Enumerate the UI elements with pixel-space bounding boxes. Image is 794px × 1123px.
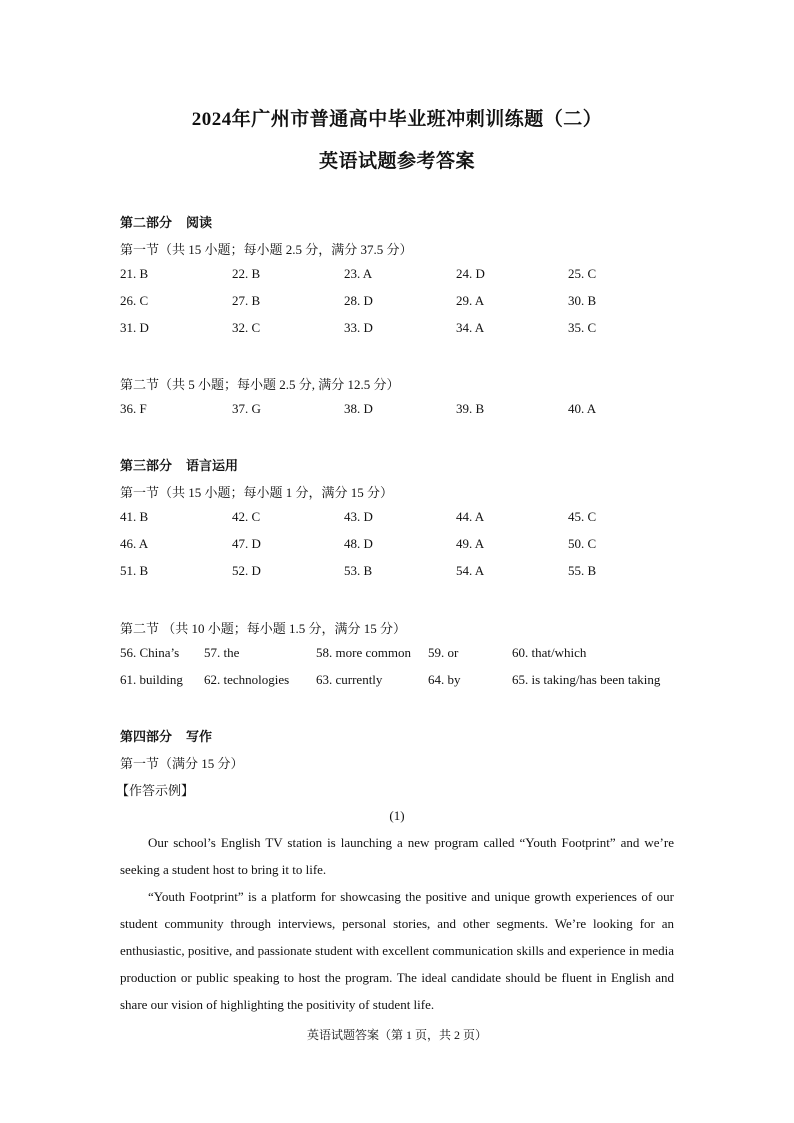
answer-cell: 60. that/which [512,645,587,660]
page-footer: 英语试题答案（第 1 页，共 2 页） [306,1028,487,1042]
answer-cell: 40. A [568,401,597,416]
answer-cell: 32. C [232,320,261,335]
essay-number: (1) [389,808,405,823]
answer-cell: 51. B [120,563,149,578]
answer-cell: 36. F [120,401,147,416]
answer-cell: 29. A [456,293,485,308]
part3-name: 语言运用 [186,458,239,473]
answer-cell: 49. A [456,536,485,551]
part4-heading [120,726,212,745]
answer-cell: 55. B [568,563,597,578]
answer-cell: 30. B [568,293,597,308]
answer-cell: 48. D [344,536,373,551]
part3-sec2-heading: 第二节 （共 10 小题；每小题 1.5 分，满分 15 分） [120,621,407,636]
part4-name: 写作 [186,729,213,744]
essay-paragraph: “Youth Footprint” is a platform for showcasing the positive and unique growth experiences of our student community through interviews, personal stories, and other segments. We’re looking for an enthusiastic, positive, and passionate student with excellent communication skills and experience in media production or public speaking to host the program. The ideal candidate should be fluent in English and share our vision of highlighting the positivity of student life. [120,889,674,1012]
answer-cell: 46. A [120,536,149,551]
page-subtitle: 英语试题参考答案 [318,151,475,172]
page-title: 2024年广州市普通高中毕业班冲刺训练题（二） [191,109,603,130]
answer-cell: 43. D [344,509,373,524]
answer-cell: 65. is taking/has been taking [512,672,661,687]
answer-cell: 25. C [568,266,597,281]
answer-cell: 22. B [232,266,261,281]
answer-cell: 45. C [568,509,597,524]
answer-cell: 53. B [344,563,373,578]
answer-cell: 34. A [456,320,485,335]
answer-cell: 27. B [232,293,261,308]
answer-cell: 44. A [456,509,485,524]
answer-cell: 39. B [456,401,485,416]
answer-cell: 33. D [344,320,373,335]
answer-cell: 37. G [232,401,261,416]
essay-paragraph: Our school’s English TV station is launching a new program called “Youth Footprint” and we’re seeking a student host to bring it to life. [120,835,674,877]
answer-cell: 63. currently [316,672,383,687]
part3-sec1-heading: 第一节（共 15 小题；每小题 1 分，满分 15 分） [120,485,394,500]
answer-cell: 38. D [344,401,373,416]
answer-cell: 35. C [568,320,597,335]
answer-cell: 23. A [344,266,373,281]
part2-sec2-heading: 第二节（共 5 小题；每小题 2.5 分, 满分 12.5 分） [120,377,400,392]
answer-cell: 41. B [120,509,149,524]
sample-label: 【作答示例】 [116,783,195,798]
answer-cell: 52. D [232,563,261,578]
part4-sec1-heading: 第一节（满分 15 分） [120,756,244,771]
answer-cell: 57. the [204,645,240,660]
answer-cell: 62. technologies [204,672,290,687]
answer-cell: 50. C [568,536,597,551]
answer-cell: 59. or [428,645,459,660]
answer-cell: 58. more common [316,645,411,660]
answer-cell: 47. D [232,536,261,551]
answer-cell: 64. by [428,672,461,687]
answer-cell: 56. China’s [120,645,180,660]
part2-heading [120,212,212,231]
answer-cell: 54. A [456,563,485,578]
answer-cell: 31. D [120,320,149,335]
part2-label: 第二部分 [120,215,173,230]
answer-cell: 21. B [120,266,149,281]
part3-heading [120,455,238,474]
answer-cell: 28. D [344,293,373,308]
part4-label: 第四部分 [120,729,173,744]
answer-cell: 42. C [232,509,261,524]
answer-cell: 26. C [120,293,149,308]
answer-cell: 61. building [120,672,183,687]
part2-sec1-heading: 第一节（共 15 小题；每小题 2.5 分，满分 37.5 分） [120,242,413,257]
answer-cell: 24. D [456,266,485,281]
part3-label: 第三部分 [120,458,173,473]
part2-name: 阅读 [186,215,213,230]
